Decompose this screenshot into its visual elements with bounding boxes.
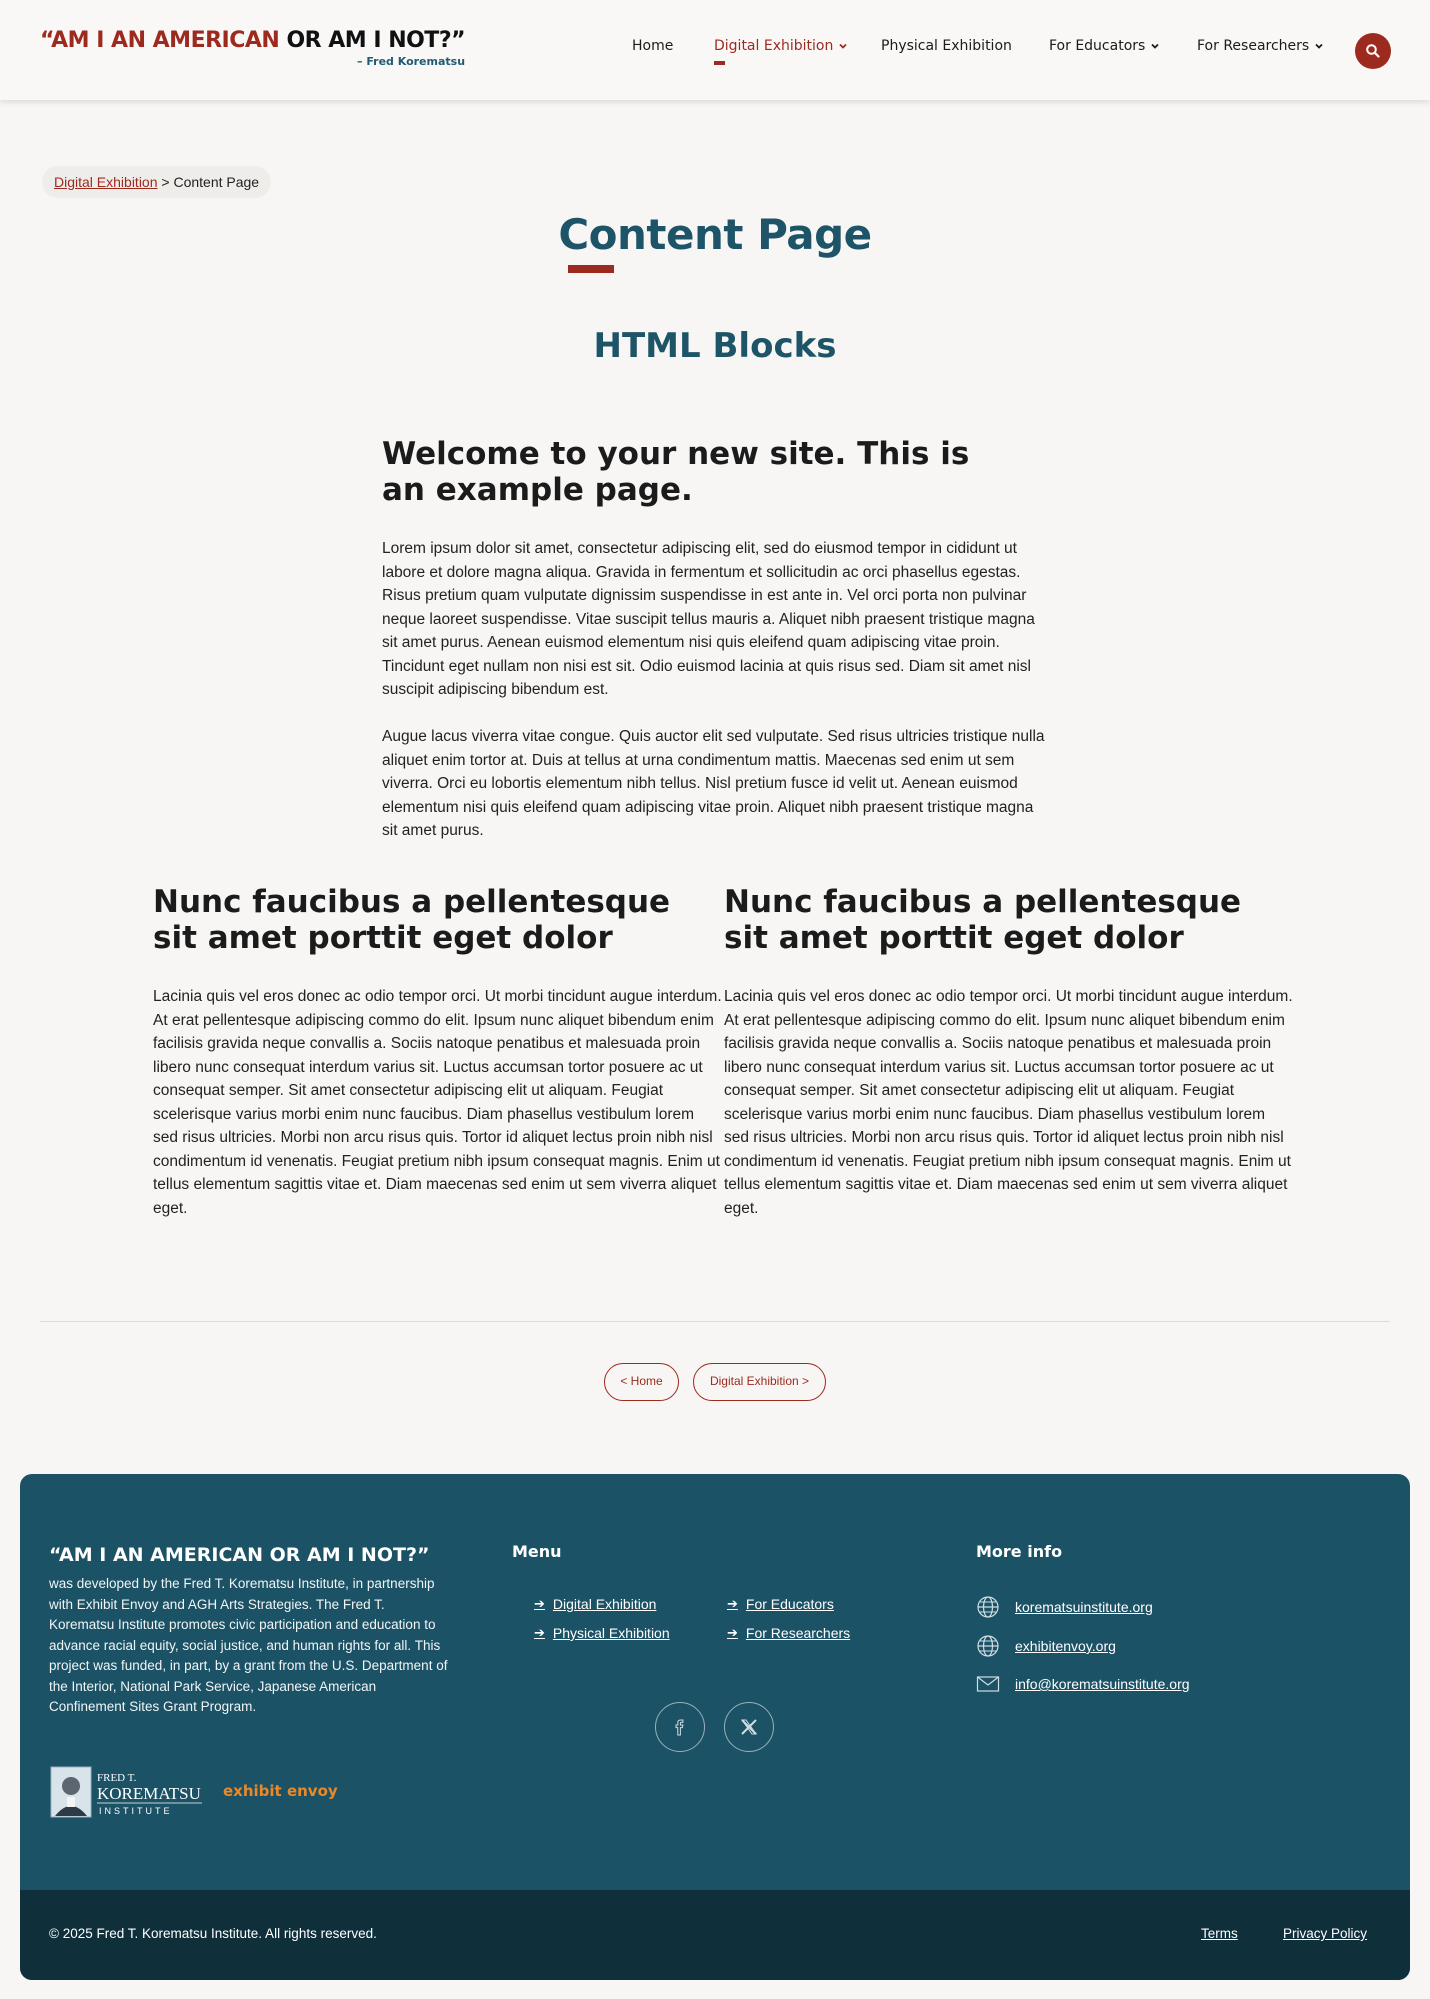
terms-link[interactable]: Terms — [1201, 1926, 1238, 1941]
footer-info-korematsu[interactable] — [976, 1595, 1153, 1619]
welcome-heading: Welcome to your new site. This is an example page. — [382, 436, 970, 508]
facebook-link[interactable] — [655, 1702, 705, 1752]
nav-physical-exhibition-label: Physical Exhibition — [881, 38, 1012, 54]
logo-quote-red: “AM I AN AMERICAN — [40, 28, 280, 53]
breadcrumb-current: Content Page — [173, 174, 260, 190]
exhibit-envoy-logo[interactable] — [223, 1782, 338, 1800]
prev-page-button[interactable]: < Home — [604, 1363, 679, 1401]
footer-bottom-bar — [20, 1890, 1410, 1980]
footer-menu-digital-exhibition[interactable] — [534, 1596, 656, 1612]
content-divider — [40, 1321, 1390, 1322]
footer-menu-label: For Educators — [745, 1596, 834, 1612]
nav-digital-exhibition-label: Digital Exhibition — [714, 38, 834, 54]
search-button[interactable] — [1355, 33, 1391, 69]
nav-for-researchers-label: For Researchers — [1197, 38, 1310, 54]
nav-digital-exhibition[interactable] — [714, 38, 848, 54]
nav-home-label: Home — [632, 38, 674, 54]
logo-quote-dark: OR AM I NOT?” — [279, 28, 466, 53]
logo-attribution: – Fred Korematsu — [357, 55, 466, 68]
arrow-right-icon: ➔ — [727, 1596, 738, 1611]
footer-menu-label: Physical Exhibition — [552, 1625, 670, 1641]
chevron-down-icon — [838, 41, 848, 51]
breadcrumb-link-digital-exhibition[interactable]: Digital Exhibition — [54, 174, 158, 190]
nav-active-indicator — [714, 61, 725, 65]
privacy-policy-link[interactable]: Privacy Policy — [1283, 1926, 1368, 1941]
site-header — [0, 0, 1430, 100]
column-1-heading: Nunc faucibus a pellentesque sit amet porttit eget dolor — [153, 884, 671, 956]
site-footer — [20, 1474, 1410, 1980]
nav-for-researchers[interactable] — [1197, 38, 1324, 54]
chevron-down-icon — [1314, 41, 1324, 51]
column-1-text: Lacinia quis vel eros donec ac odio tempor orci. Ut morbi tincidunt augue interdum. At erat pellentesque adipiscing commo do elit. Ipsum nunc aliquet bibendum enim facilisis gravida neque convallis a. Sociis natoque penatibus et malesuada proin libero nunc consequat interdum varius sit. Luctus accumsan tortor posuere ac ut consequat semper. Sit amet consectetur adipiscing elit ut aliquam. Feugiat scelerisque varius morbi enim nunc faucibus. Diam phasellus vestibulum lorem sed risus ultricies. Morbi non arcu risus quis. Tortor id aliquet lectus proin nibh nisl condimentum id venenatis. Feugiat pretium nibh ipsum consequat magnis. Enim ut tellus elementum sagittis vitae et. Diam maecenas sed enim ut sem viverra aliquet eget. — [153, 988, 722, 1217]
x-twitter-link[interactable] — [724, 1702, 774, 1752]
korematsu-logo-line2: KOREMATSU — [97, 1784, 201, 1803]
page-title: Content Page — [558, 210, 872, 259]
footer-menu-physical-exhibition[interactable] — [534, 1625, 670, 1641]
footer-info-link: exhibitenvoy.org — [1015, 1638, 1116, 1654]
body-paragraph-1: Lorem ipsum dolor sit amet, consectetur adipiscing elit, sed do eiusmod tempor in cididunt ut labore et dolore magna aliqua. Gravida in fermentum et sollicitudin ac orci phasellus egestas. Risus pretium quam vulputate dignissim suspendisse in est ante in. Vel orci porta non pulvinar neque laoreet suspendisse. Vitae suscipit tellus mauris a. Aliquet nibh praesent tristique magna sit amet purus. Aenean euismod elementum nisi quis eleifend quam adipiscing vitae proin. Tincidunt eget nullam non nisi est sit. Odio euismod lacinia at quis risus sed. Diam sit amet nisl suscipit adipiscing bibendum est. — [382, 540, 1035, 698]
footer-menu-label: Digital Exhibition — [552, 1596, 657, 1612]
logo-quote — [40, 28, 465, 54]
site-logo[interactable] — [40, 28, 466, 68]
facebook-icon — [669, 1716, 691, 1738]
korematsu-logo-line3: INSTITUTE — [99, 1806, 173, 1816]
footer-info-link: info@korematsuinstitute.org — [1015, 1676, 1190, 1692]
column-2-heading: Nunc faucibus a pellentesque sit amet porttit eget dolor — [724, 884, 1242, 956]
globe-icon — [976, 1634, 1000, 1658]
breadcrumb-separator: > — [157, 174, 174, 190]
exhibit-envoy-logo-text: exhibit envoy — [223, 1782, 338, 1800]
nav-for-educators-label: For Educators — [1049, 38, 1146, 54]
globe-icon — [976, 1595, 1000, 1619]
nav-home[interactable] — [632, 38, 673, 54]
search-icon — [1365, 43, 1381, 59]
mail-icon — [976, 1672, 1000, 1696]
footer-menu-for-educators[interactable] — [727, 1596, 834, 1612]
copyright-text: © 2025 Fred T. Korematsu Institute. All rights reserved. — [49, 1926, 377, 1941]
nav-physical-exhibition[interactable] — [881, 38, 1012, 54]
footer-info-email[interactable] — [976, 1672, 1190, 1696]
arrow-right-icon: ➔ — [727, 1625, 738, 1640]
korematsu-institute-logo[interactable] — [50, 1766, 205, 1818]
footer-info-link: korematsuinstitute.org — [1015, 1599, 1153, 1615]
footer-menu-for-researchers[interactable] — [727, 1625, 850, 1641]
chevron-down-icon — [1150, 41, 1160, 51]
arrow-right-icon: ➔ — [534, 1625, 545, 1640]
breadcrumb — [42, 166, 271, 198]
section-title: HTML Blocks — [593, 326, 837, 366]
korematsu-logo-line1: FRED T. — [97, 1772, 137, 1784]
footer-menu-label: For Researchers — [745, 1625, 851, 1641]
footer-info-exhibitenvoy[interactable] — [976, 1634, 1116, 1658]
footer-more-info-heading: More info — [976, 1542, 1063, 1561]
next-page-button[interactable]: Digital Exhibition > — [693, 1363, 826, 1401]
footer-menu-heading: Menu — [512, 1542, 562, 1561]
body-paragraph-2: Augue lacus viverra vitae congue. Quis auctor elit sed vulputate. Sed risus ultricies tristique nulla aliquet enim tortor at. Duis at tellus at urna condimentum mattis. Maecenas sed enim ut sem viverra. Orci eu lobortis elementum nibh tellus. Nisl pretium fusce id velit ut. Aenean euismod elementum nisi quis eleifend quam adipiscing vitae proin. Aliquet nibh praesent tristique magna sit amet purus. — [382, 728, 1045, 839]
column-2-text: Lacinia quis vel eros donec ac odio tempor orci. Ut morbi tincidunt augue interdum. At erat pellentesque adipiscing commo do elit. Ipsum nunc aliquet bibendum enim facilisis gravida neque convallis a. Sociis natoque penatibus et malesuada proin libero nunc consequat interdum varius sit. Luctus accumsan tortor posuere ac ut consequat semper. Sit amet consectetur adipiscing elit ut aliquam. Feugiat scelerisque varius morbi enim nunc faucibus. Diam phasellus vestibulum lorem sed risus ultricies. Morbi non arcu risus quis. Tortor id aliquet lectus proin nibh nisl condimentum id venenatis. Feugiat pretium nibh ipsum consequat magnis. Enim ut tellus elementum sagittis vitae et. Diam maecenas sed enim ut sem viverra aliquet eget. — [724, 988, 1293, 1217]
footer-brand-title: “AM I AN AMERICAN OR AM I NOT?” — [49, 1544, 430, 1566]
nav-for-educators[interactable] — [1049, 38, 1160, 54]
page-title-underline — [568, 265, 614, 273]
x-twitter-icon — [738, 1716, 760, 1738]
arrow-right-icon: ➔ — [534, 1596, 545, 1611]
footer-brand-description: was developed by the Fred T. Korematsu Institute, in partnership with Exhibit Envoy and AGH Arts Strategies. The Fred T. Korematsu Institute promotes civic participation and education to advance racial equity, social justice, and human rights for all. This project was funded, in part, by a grant from the U.S. Department of the Interior, National Park Service, Japanese American Confinement Sites Grant Program. — [49, 1576, 448, 1714]
